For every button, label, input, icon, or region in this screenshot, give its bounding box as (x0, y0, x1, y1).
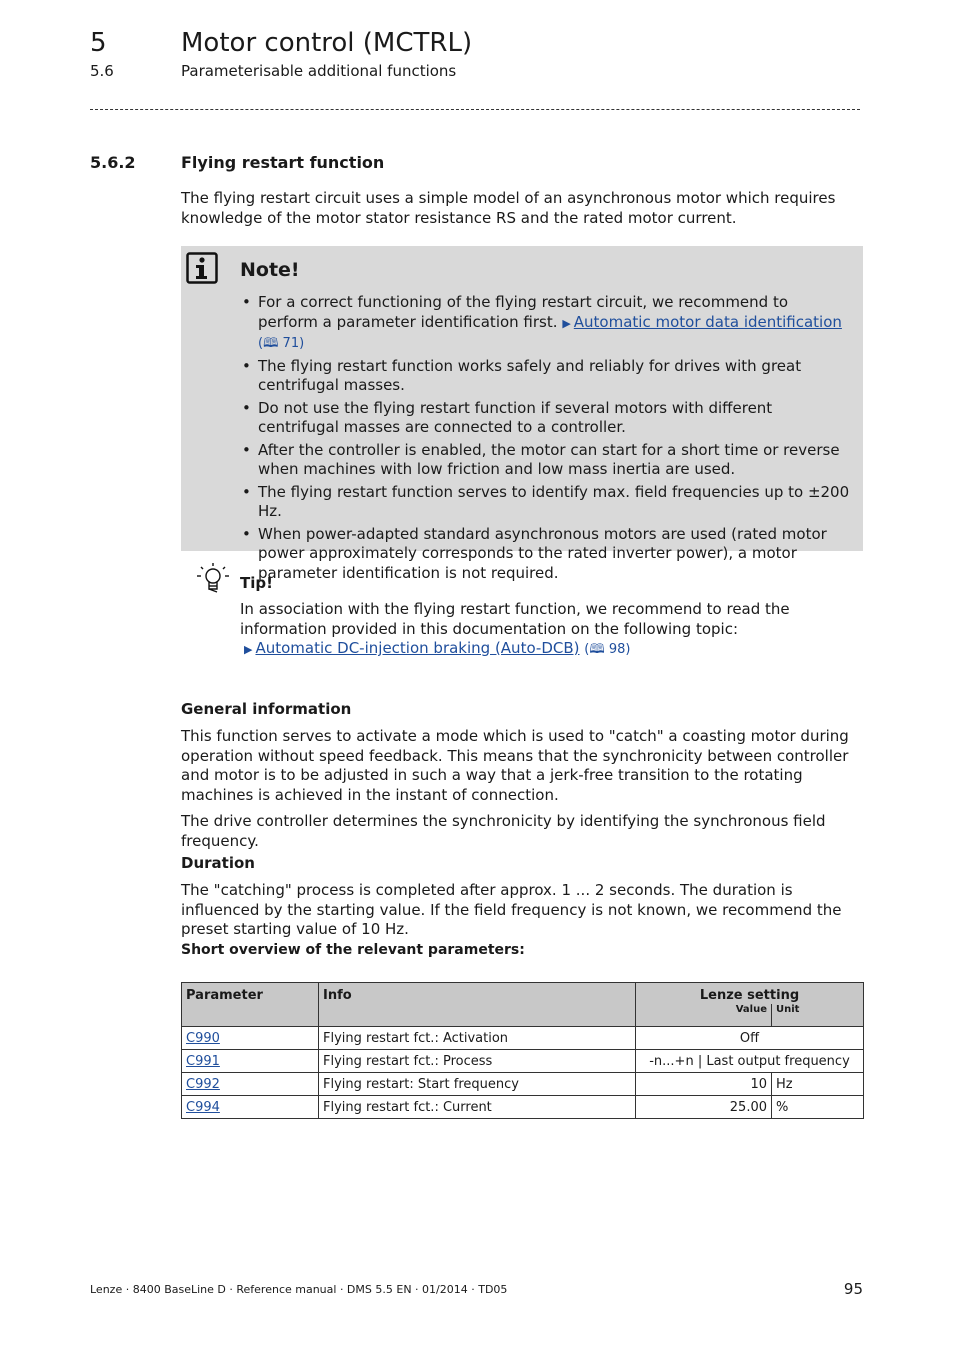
param-value: 25.00 (636, 1096, 772, 1119)
param-link-c991[interactable]: C991 (186, 1053, 220, 1069)
page-reference[interactable]: (🕮 71) (258, 336, 305, 351)
footer-text: Lenze · 8400 BaseLine D · Reference manual · DMS 5.5 EN · 01/2014 · TD05 (90, 1283, 508, 1296)
note-item-text: For a correct functioning of the flying restart circuit, we recommend to perform a parameter identification first. (258, 293, 789, 331)
tip-text: In association with the flying restart function, we recommend to read the information provided in this documentation on the following topic: (240, 600, 790, 638)
link-motor-data-identification[interactable]: Automatic motor data identification (573, 312, 842, 331)
col-header-parameter: Parameter (182, 983, 319, 1027)
table-row (182, 1096, 864, 1119)
list-item: • After the controller is enabled, the motor can start for a short time or reverse when machines with low friction and low mass inertia are used. (242, 440, 840, 478)
table-header-row (182, 983, 864, 1005)
note-title: Note! (240, 259, 300, 281)
param-link-c992[interactable]: C992 (186, 1076, 220, 1092)
list-item: • The flying restart function serves to identify max. field frequencies up to ±200 Hz. (242, 482, 850, 520)
list-item: • Do not use the flying restart function if several motors with different centrifugal masses are connected to a controller. (242, 398, 773, 436)
tip-link-row (244, 639, 630, 660)
param-info: Flying restart: Start frequency (319, 1073, 636, 1096)
duration-heading: Duration (181, 854, 255, 872)
book-icon: 🕮 (263, 336, 279, 351)
table-row (182, 1073, 864, 1096)
note-item-text: After the controller is enabled, the motor can start for a short time or reverse when machines with low friction and low mass inertia are used. (258, 440, 840, 478)
param-value: -n...+n | Last output frequency (636, 1050, 864, 1073)
param-value: Off (636, 1027, 864, 1050)
col-header-info: Info (319, 983, 636, 1027)
chapter-number: 5 (90, 28, 107, 58)
note-item-text: The flying restart function serves to identify max. field frequencies up to ±200 Hz. (258, 482, 850, 520)
parameter-table (181, 982, 864, 1119)
general-paragraph-1: This function serves to activate a mode which is used to "catch" a coasting motor during operation without speed feedback. This means that the synchronicity between controller and motor is to be adjusted in such a way that a jerk-free transition to the rotating machines is achieved in the instant of connection. (181, 727, 849, 804)
header-divider (90, 109, 860, 110)
arrow-right-icon: ▶ (562, 316, 571, 330)
param-unit: Hz (772, 1073, 864, 1096)
param-info: Flying restart fct.: Current (319, 1096, 636, 1119)
subsection-title: Flying restart function (181, 153, 385, 172)
list-item: • For a correct functioning of the flying restart circuit, we recommend to perform a parameter identification first. ▶ Automatic motor data identification (🕮 71) (242, 293, 842, 351)
param-link-c990[interactable]: C990 (186, 1030, 220, 1046)
param-value: 10 (636, 1073, 772, 1096)
param-link-c994[interactable]: C994 (186, 1099, 220, 1115)
param-unit: % (772, 1096, 864, 1119)
link-auto-dcb[interactable]: Automatic DC-injection braking (Auto-DCB) (255, 639, 580, 657)
arrow-right-icon: ▶ (244, 643, 253, 656)
subsection-number: 5.6.2 (90, 153, 136, 172)
col-header-lenze: Lenze setting (636, 983, 864, 1005)
chapter-title: Motor control (MCTRL) (181, 28, 473, 58)
duration-paragraph: The "catching" process is completed after approx. 1 ... 2 seconds. The duration is influenced by the starting value. If the field frequency is not known, we recommend the preset starting value of 10 Hz. (181, 881, 842, 938)
general-paragraph-2: The drive controller determines the synchronicity by identifying the synchronous field frequency. (181, 812, 826, 850)
table-row (182, 1027, 864, 1050)
note-item-text: Do not use the flying restart function if several motors with different centrifugal masses are connected to a controller. (258, 398, 773, 436)
general-heading: General information (181, 700, 352, 718)
page-reference[interactable]: (🕮 98) (584, 642, 631, 657)
overview-heading: Short overview of the relevant parameters: (181, 942, 525, 958)
intro-paragraph: The flying restart circuit uses a simple model of an asynchronous motor which requires knowledge of the motor stator resistance RS and the rated motor current. (181, 189, 836, 227)
info-icon (186, 252, 218, 284)
col-header-unit: Unit (772, 1004, 864, 1027)
param-info: Flying restart fct.: Activation (319, 1027, 636, 1050)
col-header-value: Value (636, 1004, 772, 1027)
note-list (240, 293, 850, 586)
section-number: 5.6 (90, 62, 114, 80)
book-icon: 🕮 (589, 642, 605, 657)
list-item: • The flying restart function works safely and reliably for drives with great centrifugal masses. (242, 356, 802, 394)
page-number: 95 (843, 1280, 863, 1298)
tip-title: Tip! (240, 574, 273, 592)
list-item: • When power-adapted standard asynchronous motors are used (rated motor power approximately corresponds to the rated inverter power), a motor parameter identification is not required. (242, 524, 827, 582)
section-title: Parameterisable additional functions (181, 62, 457, 80)
table-row (182, 1050, 864, 1073)
note-item-text: The flying restart function works safely and reliably for drives with great centrifugal masses. (258, 356, 802, 394)
lightbulb-icon (196, 562, 230, 598)
note-item-text: When power-adapted standard asynchronous motors are used (rated motor power approximately corresponds to the rated inverter power), a motor parameter identification is not required. (258, 524, 827, 582)
param-info: Flying restart fct.: Process (319, 1050, 636, 1073)
